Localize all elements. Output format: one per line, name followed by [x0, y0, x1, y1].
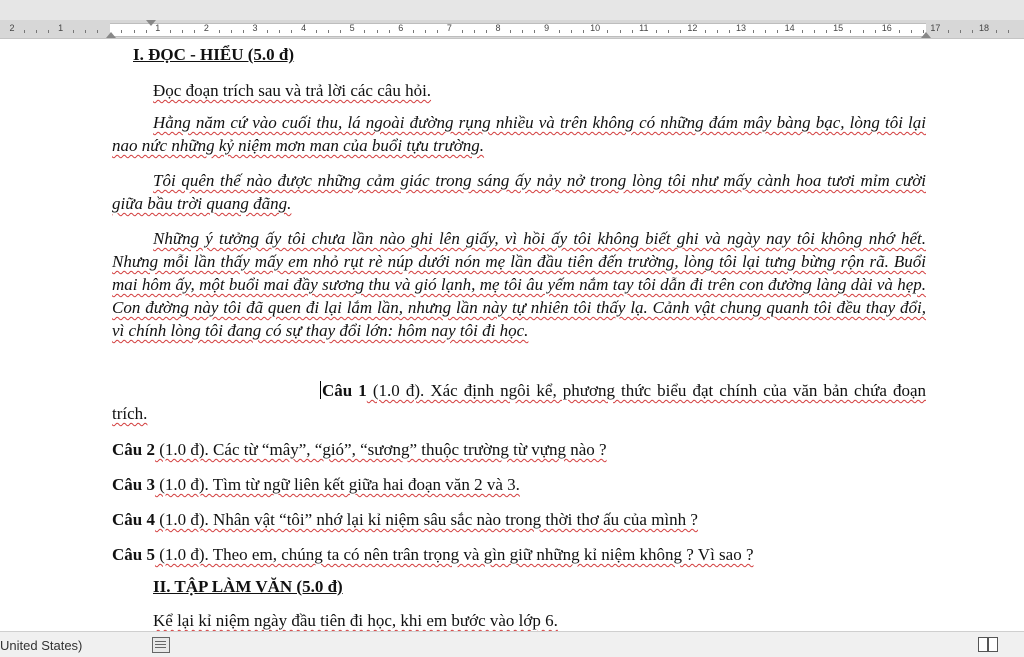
passage-paragraph-3: Những ý tưởng ấy tôi chưa lần nào ghi lên giấy, vì hồi ấy tôi không biết ghi và ngày nay tôi không nhớ hết. Nhưng mỗi lần thấy mấy em nhỏ rụt rè núp dưới nón mẹ lần đầu tiên đến trường, lòng tôi lại tưng bừng rộn rã. Buổi mai hôm ấy, một buổi mai đầy sương thu và gió lạnh, mẹ tôi âu yếm nắm tay tôi dẫn đi trên con đường làng dài và hẹp. Con đường này tôi đã quen đi lại lắm lần, nhưng lần này tự nhiên tôi thấy lạ. Cảnh vật chung quanh tôi đều thay đổi, vì chính lòng tôi đang có sự thay đổi lớn: hôm nay tôi đi học.: [112, 229, 926, 340]
ruler-tick: [875, 30, 876, 33]
ruler-tick: [863, 30, 864, 33]
left-indent-marker[interactable]: [106, 32, 116, 38]
ruler-tick: [121, 30, 122, 33]
question-5-label: Câu 5: [112, 545, 155, 564]
question-5: [112, 543, 754, 566]
ruler-number: 1: [155, 23, 161, 33]
ruler-tick: [753, 30, 754, 33]
document-page[interactable]: [0, 39, 1024, 631]
question-4: [112, 508, 698, 531]
ruler-number: 18: [978, 23, 990, 33]
ruler-tick: [437, 30, 438, 33]
ruler-tick: [948, 30, 949, 33]
ruler-number: 5: [349, 23, 355, 33]
ruler-tick: [559, 30, 560, 33]
ruler-tick: [48, 30, 49, 33]
ruler-tick: [765, 30, 766, 33]
writing-task: Kể lại kỉ niệm ngày đầu tiên đi học, khi em bước vào lớp 6.: [153, 611, 558, 630]
ruler-tick: [996, 30, 997, 33]
ruler-tick: [777, 30, 778, 33]
ruler-tick: [267, 30, 268, 33]
ruler-number: 6: [398, 23, 404, 33]
heading-writing: II. TẬP LÀM VĂN (5.0 đ): [153, 577, 343, 596]
ruler-tick: [316, 30, 317, 33]
ruler-number: 2: [203, 23, 209, 33]
ruler-number: 8: [495, 23, 501, 33]
ruler-tick: [717, 30, 718, 33]
ruler-tick: [194, 30, 195, 33]
ruler-number: 14: [784, 23, 795, 33]
ruler-tick: [656, 30, 657, 33]
ruler-tick: [73, 30, 74, 33]
ruler-tick: [705, 30, 706, 33]
ruler-tick: [620, 30, 621, 33]
question-1-label: Câu 1: [322, 381, 367, 400]
ruler-tick: [802, 30, 803, 33]
ruler-tick: [911, 30, 912, 33]
ruler-number: 7: [446, 23, 452, 33]
calendar-icon[interactable]: [152, 637, 170, 653]
ruler-tick: [607, 30, 608, 33]
ruler-tick: [170, 30, 171, 33]
heading-reading: I. ĐỌC - HIỂU (5.0 đ): [133, 45, 295, 64]
ruler-tick: [462, 30, 463, 33]
first-line-indent-marker[interactable]: [146, 20, 156, 26]
ruler-tick: [972, 30, 973, 33]
ruler-tick: [522, 30, 523, 33]
question-3-text: (1.0 đ). Tìm từ ngữ liên kết giữa hai đoạn văn 2 và 3.: [154, 475, 520, 494]
ruler-number: 9: [544, 23, 550, 33]
question-2: [112, 438, 607, 461]
ruler-tick: [243, 30, 244, 33]
question-2-text: (1.0 đ). Các từ “mây”, “gió”, “sương” thuộc trường từ vựng nào ?: [154, 440, 607, 459]
ruler-tick: [668, 30, 669, 33]
ruler-tick: [486, 30, 487, 33]
ruler-number: 10: [590, 23, 601, 33]
ruler-tick: [328, 30, 329, 33]
ruler-number: 16: [881, 23, 892, 33]
ruler-tick: [146, 30, 147, 33]
ruler-tick: [182, 30, 183, 33]
ruler-tick: [960, 30, 961, 33]
ruler-tick: [680, 30, 681, 33]
ruler-tick: [231, 30, 232, 33]
ruler-tick: [377, 30, 378, 33]
passage-paragraph-1: Hằng năm cứ vào cuối thu, lá ngoài đường rụng nhiều và trên không có những đám mây bàng bạc, lòng tôi lại nao nức những kỷ niệm mơn man của buổi tựu trường.: [112, 113, 926, 155]
question-5-text: (1.0 đ). Theo em, chúng ta có nên trân trọng và gìn giữ những kỉ niệm không ? Vì sao ?: [154, 545, 754, 564]
ruler-number: 4: [301, 23, 307, 33]
ruler-number: 17: [930, 23, 941, 33]
ruler-tick: [474, 30, 475, 33]
ruler-number: 12: [687, 23, 698, 33]
ruler-tick: [729, 30, 730, 33]
question-4-text: (1.0 đ). Nhân vật “tôi” nhớ lại kỉ niệm sâu sắc nào trong thời thơ ấu của mình ?: [154, 510, 698, 529]
ruler-tick: [534, 30, 535, 33]
ruler-tick: [340, 30, 341, 33]
question-3: [112, 473, 520, 496]
right-indent-marker[interactable]: [921, 32, 931, 38]
ruler-number: 2: [9, 23, 15, 33]
text-cursor: [320, 381, 321, 399]
ruler-tick: [632, 30, 633, 33]
ruler-tick: [364, 30, 365, 33]
ruler-tick: [899, 30, 900, 33]
intro-text: Đọc đoạn trích sau và trả lời các câu hỏi.: [153, 81, 432, 100]
ruler-tick: [425, 30, 426, 33]
ruler-tick: [97, 30, 98, 33]
question-2-label: Câu 2: [112, 440, 155, 459]
question-3-label: Câu 3: [112, 475, 155, 494]
ruler-tick: [291, 30, 292, 33]
ruler-tick: [389, 30, 390, 33]
passage-paragraph-2: Tôi quên thế nào được những cảm giác trong sáng ấy nảy nở trong lòng tôi như mấy cành hoa tươi mỉm cười giữa bầu trời quang đãng.: [112, 171, 926, 213]
read-mode-icon[interactable]: [978, 637, 998, 651]
ruler-tick: [571, 30, 572, 33]
question-4-label: Câu 4: [112, 510, 155, 529]
ruler-tick: [510, 30, 511, 33]
ruler-tick: [85, 30, 86, 33]
ruler-tick: [219, 30, 220, 33]
ruler-tick: [850, 30, 851, 33]
ruler-number: 3: [252, 23, 258, 33]
horizontal-ruler[interactable]: [0, 20, 1024, 39]
ruler-tick: [826, 30, 827, 33]
ruler-tick: [24, 30, 25, 33]
ruler-tick: [134, 30, 135, 33]
ruler-number: 15: [833, 23, 844, 33]
question-1: [112, 379, 926, 425]
ruler-tick: [36, 30, 37, 33]
ruler-tick: [814, 30, 815, 33]
ruler-number: 1: [58, 23, 64, 33]
language-indicator[interactable]: United States): [0, 638, 83, 653]
ruler-number: 13: [735, 23, 747, 33]
ruler-tick: [413, 30, 414, 33]
ruler-number: 11: [639, 23, 649, 33]
ruler-tick: [583, 30, 584, 33]
ruler-tick: [1008, 30, 1009, 33]
question-1-text: (1.0 đ). Xác định ngôi kể, phương thức biểu đạt chính của văn bản chứa đoạn trích.: [112, 381, 926, 423]
ruler-tick: [279, 30, 280, 33]
status-bar: [0, 631, 1024, 657]
